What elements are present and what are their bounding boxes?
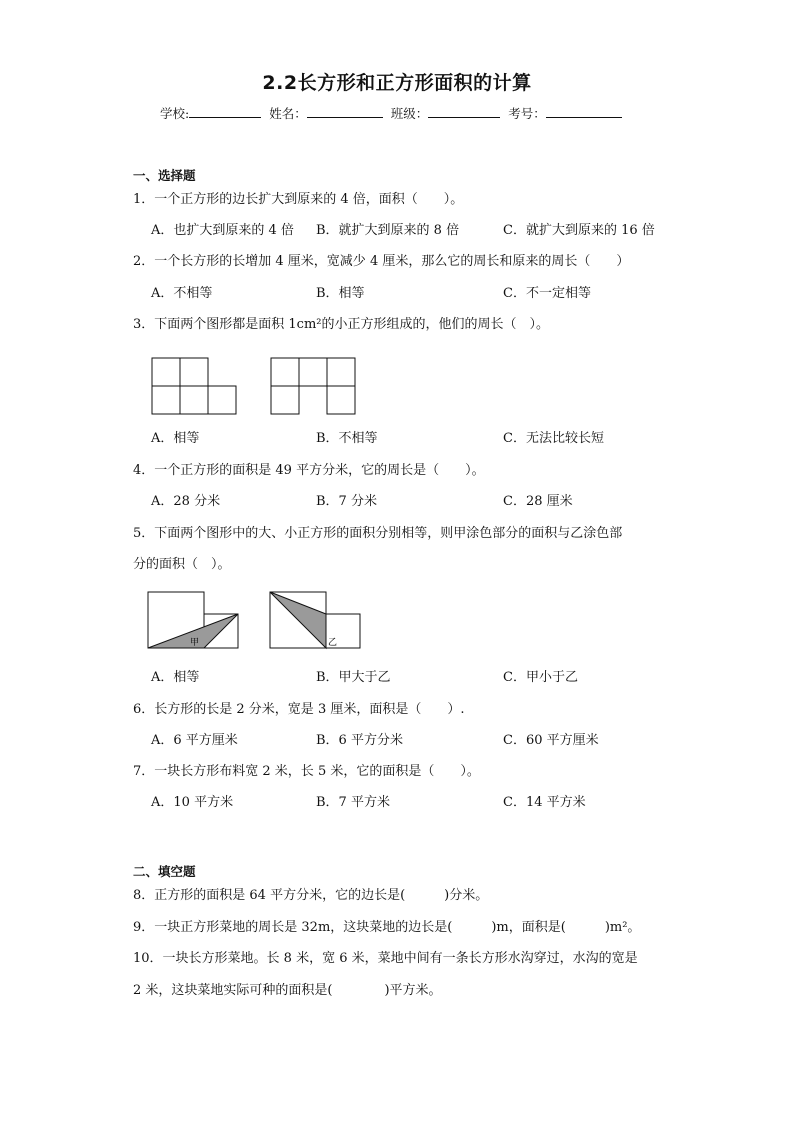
q3-figures [150, 355, 360, 415]
question-10-line-1: 10．一块长方形菜地。长 8 米，宽 6 米，菜地中间有一条长方形水沟穿过，水沟的宽是 [133, 951, 638, 966]
question-5-line-2: 分的面积（ ）。 [133, 557, 231, 572]
q5-figures [146, 590, 362, 652]
q3-right-square [327, 358, 355, 386]
q7-option-b[interactable]: B．7 平方米 [316, 795, 390, 810]
question-10-line-2: 2 米，这块菜地实际可种的面积是( )平方米。 [133, 983, 442, 998]
q5-figure-jia [148, 592, 238, 648]
exam-number-blank[interactable] [546, 104, 622, 118]
name-label: 姓名： [269, 106, 307, 121]
q1-option-b[interactable]: B．就扩大到原来的 8 倍 [316, 223, 460, 238]
q5-yi-label: 乙 [328, 638, 338, 648]
q3-left-square [208, 386, 236, 414]
school-blank[interactable] [189, 104, 261, 118]
q5-option-c[interactable]: C．甲小于乙 [503, 670, 578, 685]
q6-option-a[interactable]: A．6 平方厘米 [151, 733, 238, 748]
q6-option-c[interactable]: C．60 平方厘米 [503, 733, 599, 748]
q3-left-square [152, 386, 180, 414]
q3-right-square [271, 386, 299, 414]
q3-figure-right [271, 358, 355, 414]
exam-number-label: 考号： [508, 106, 546, 121]
section-title-choice: 一、选择题 [133, 168, 196, 183]
info-line [160, 104, 626, 122]
q3-option-c[interactable]: C．无法比较长短 [503, 431, 604, 446]
question-2: 2．一个长方形的长增加 4 厘米，宽减少 4 厘米，那么它的周长和原来的周长（ ） [133, 254, 630, 269]
question-1: 1．一个正方形的边长扩大到原来的 4 倍，面积（ ）。 [133, 192, 464, 207]
q3-left-square [180, 386, 208, 414]
question-4: 4．一个正方形的面积是 49 平方分米，它的周长是（ ）。 [133, 463, 485, 478]
q5-option-a[interactable]: A．相等 [151, 670, 200, 685]
page-title: 2.2长方形和正方形面积的计算 [262, 72, 532, 94]
class-blank[interactable] [428, 104, 500, 118]
q4-option-a[interactable]: A．28 分米 [151, 494, 221, 509]
q3-right-square [299, 358, 327, 386]
q5-figure-yi [270, 592, 360, 648]
school-label: 学校: [160, 106, 190, 121]
question-9: 9．一块正方形菜地的周长是 32m，这块菜地的边长是( )m，面积是( )m²。 [133, 920, 641, 935]
question-8: 8．正方形的面积是 64 平方分米，它的边长是( )分米。 [133, 888, 489, 903]
q7-option-a[interactable]: A．10 平方米 [151, 795, 234, 810]
q3-figure-left [152, 358, 236, 414]
class-label: 班级： [390, 106, 429, 121]
q3-left-square [180, 358, 208, 386]
q1-option-a[interactable]: A．也扩大到原来的 4 倍 [151, 223, 294, 238]
q3-right-square [327, 386, 355, 414]
section-title-fill: 二、填空题 [133, 864, 196, 879]
name-blank[interactable] [307, 104, 383, 118]
q1-option-c[interactable]: C．就扩大到原来的 16 倍 [503, 223, 655, 238]
q7-option-c[interactable]: C．14 平方米 [503, 795, 586, 810]
question-5-line-1: 5．下面两个图形中的大、小正方形的面积分别相等，则甲涂色部分的面积与乙涂色部 [133, 526, 623, 541]
q5-jia-label: 甲 [190, 638, 200, 648]
q3-left-square [152, 358, 180, 386]
q5-yi-shaded-triangle [270, 592, 326, 648]
q5-option-b[interactable]: B．甲大于乙 [316, 670, 391, 685]
question-6: 6．长方形的长是 2 分米，宽是 3 厘米，面积是（ ）. [133, 702, 465, 717]
q3-option-a[interactable]: A．相等 [151, 431, 200, 446]
question-7: 7．一块长方形布料宽 2 米，长 5 米，它的面积是（ ）。 [133, 764, 480, 779]
q2-option-a[interactable]: A．不相等 [151, 286, 213, 301]
question-3: 3．下面两个图形都是面积 1cm²的小正方形组成的，他们的周长（ ）。 [133, 317, 549, 332]
q4-option-b[interactable]: B．7 分米 [316, 494, 377, 509]
q6-option-b[interactable]: B．6 平方分米 [316, 733, 403, 748]
q3-right-square [271, 358, 299, 386]
q2-option-b[interactable]: B．相等 [316, 286, 365, 301]
q3-option-b[interactable]: B．不相等 [316, 431, 378, 446]
q4-option-c[interactable]: C．28 厘米 [503, 494, 573, 509]
q2-option-c[interactable]: C．不一定相等 [503, 286, 591, 301]
